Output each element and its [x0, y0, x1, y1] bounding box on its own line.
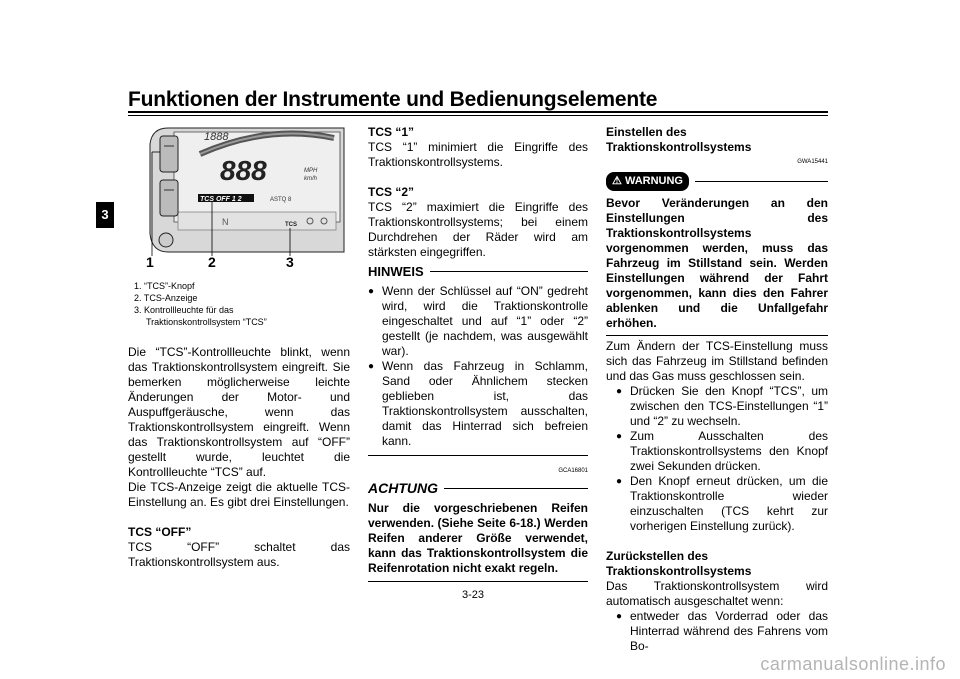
achtung-heading	[368, 481, 588, 496]
display-top-digits: 1888	[204, 131, 229, 143]
hinweis-bullet-2: ● Wenn das Fahrzeug in Schlamm, Sand oder Ähnlichem stecken geblieben ist, das Traktionskontrollsystem ausschalten, damit das Hinterrad sich befreien kann.	[368, 359, 588, 449]
display-tcs-lamp: TCS	[285, 222, 297, 228]
display-unit-kmh: km/h	[304, 176, 318, 182]
column-1	[128, 345, 350, 570]
warning-icon: ⚠	[612, 175, 622, 187]
hinweis-label: HINWEIS	[368, 264, 424, 279]
achtung-text: Nur die vorgeschriebenen Reifen verwenden. (Siehe Seite 6-18.) Werden Reifen anderer Größe verwendet, kann das Traktionskontrollsystem die Reifenrotation nicht exakt regeln.	[368, 501, 588, 575]
caption-line-4: Traktionskontrollsystem “TCS”	[146, 317, 267, 327]
display-n: N	[222, 217, 229, 227]
col2-paragraph-2: TCS “2” maximiert die Eingriffe des Traktionskontrollsystems; bei einem Durchdrehen der Räder wird am stärksten eingegriffen.	[368, 200, 588, 259]
chapter-tab: 3	[96, 202, 114, 228]
callout-2: 2	[208, 254, 216, 270]
col1-paragraph-1: Die “TCS”-Kontrollleuchte blinkt, wenn das Traktionskontrollsystem eingreift. Sie bemerken möglicherweise leichte Änderungen der Motor- und Auspuffgeräusche, wenn das Traktionskontrollsystem eingreift. Wenn das Traktionskontrollsystem auf “OFF” gestellt wurde, leuchtet die Kontrollleuchte “TCS” auf.	[128, 345, 350, 479]
callout-1: 1	[146, 254, 154, 270]
col1-paragraph-2: Die TCS-Anzeige zeigt die aktuelle TCS-Einstellung an. Es gibt drei Einstellungen.	[128, 480, 350, 509]
col2-paragraph-1: TCS “1” minimiert die Eingriffe des Traktionskontrollsystems.	[368, 140, 588, 169]
page-title: Funktionen der Instrumente und Bedienungselemente	[128, 88, 658, 111]
col3-heading-2: Zurückstellen des Traktionskontrollsystems	[606, 549, 752, 578]
col3-bullet-1: ● Drücken Sie den Knopf “TCS”, um zwischen den TCS-Einstellungen “1” und “2” zu wechseln.	[616, 384, 828, 429]
warnung-label: WARNUNG	[624, 175, 683, 187]
col3-paragraph-1: Zum Ändern der TCS-Einstellung muss sich das Fahrzeug im Stillstand befinden und das Gas muss geschlossen sein.	[606, 339, 828, 383]
col2-heading-1: TCS “1”	[368, 125, 415, 139]
caption-line-1: 1. “TCS”-Knopf	[134, 281, 195, 291]
col2-heading-2: TCS “2”	[368, 185, 415, 199]
column-2	[368, 125, 588, 582]
hinweis-heading	[368, 264, 588, 279]
instrument-figure	[138, 124, 350, 262]
callout-3: 3	[286, 254, 294, 270]
display-astq: ASTQ 8	[270, 197, 292, 203]
header-rule	[128, 111, 828, 113]
display-unit-mph: MPH	[304, 168, 318, 174]
caption-line-2: 2. TCS-Anzeige	[134, 293, 198, 303]
header-rule-thin	[128, 115, 828, 116]
hinweis-bullet-1: ● Wenn der Schlüssel auf “ON” gedreht wird, wird die Traktionskontrolle eingeschaltet und auf “1” oder “2” gestellt (je nachdem, was ausgewählt war).	[368, 284, 588, 359]
col3-heading-1: Einstellen des Traktionskontrollsystems	[606, 125, 752, 154]
page-number: 3-23	[462, 589, 485, 601]
warnung-text: Bevor Veränderungen an den Einstellungen des Traktionskontrollsystems vorgenommen werden, muss das Fahrzeug im Stillstand sein. Werden Einstellungen während der Fahrt vorgenommen, kann dies den Fahrer ablenken und die Unfallgefahr erhöhen.	[606, 196, 828, 330]
col1-heading-off: TCS “OFF”	[128, 525, 192, 539]
warnung-code: GWA15441	[797, 159, 828, 165]
col3-bullet-last: ● entweder das Vorderrad oder das Hinterrad während des Fahrens vom Bo-	[616, 609, 828, 654]
caption-line-3: 3. Kontrollleuchte für das	[134, 305, 234, 315]
achtung-label: ACHTUNG	[368, 480, 438, 496]
display-tcs-bar: TCS OFF 1 2	[200, 196, 242, 203]
warnung-heading	[606, 172, 828, 191]
achtung-code: GCA16801	[558, 468, 588, 474]
col3-bullet-3: ● Den Knopf erneut drücken, um die Traktionskontrolle wieder einzuschalten (TCS kehrt zur vorherigen Einstellung zurück).	[616, 474, 828, 534]
warnung-badge	[606, 172, 689, 191]
column-3	[606, 125, 828, 654]
display-main-digits: 888	[220, 155, 267, 186]
col3-bullet-2: ● Zum Ausschalten des Traktionskontrollsystems den Knopf zwei Sekunden drücken.	[616, 429, 828, 474]
figure-caption	[134, 280, 267, 328]
col1-paragraph-off: TCS “OFF” schaltet das Traktionskontrollsystem aus.	[128, 540, 350, 569]
watermark: carmanualsonline.info	[760, 654, 946, 674]
col3-paragraph-2: Das Traktionskontrollsystem wird automatisch ausgeschaltet wenn:	[606, 579, 828, 608]
